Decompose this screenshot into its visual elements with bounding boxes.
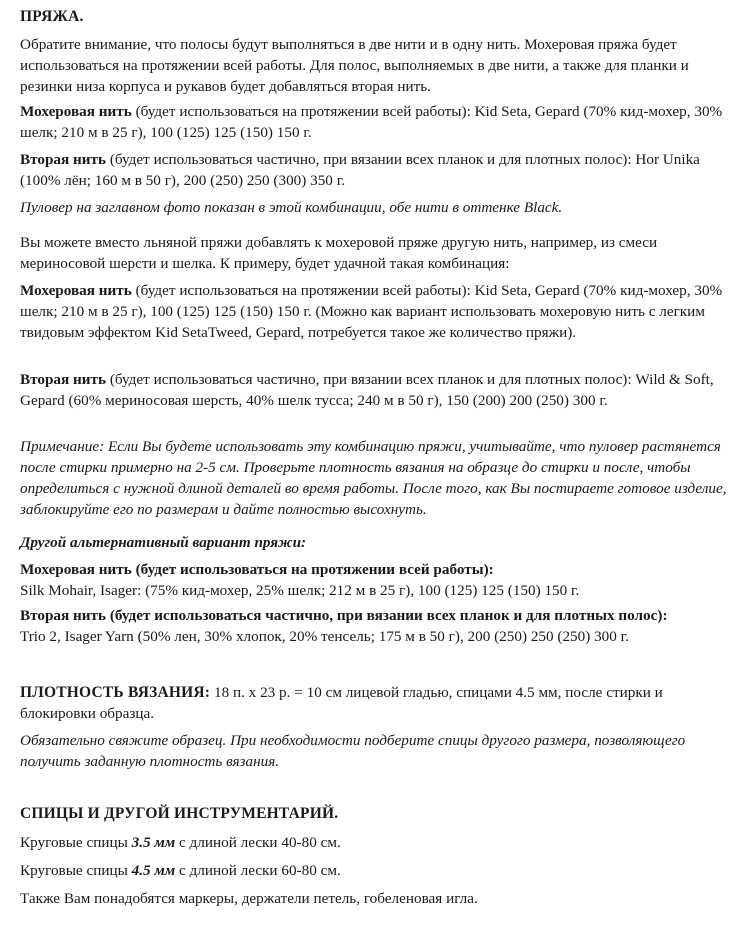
combo2-mohair (20, 280, 735, 343)
combo2-second (20, 369, 735, 411)
combo1-note: Пуловер на заглавном фото показан в этой комбинации, обе нити в оттенке Black. (20, 199, 563, 216)
alt-intro: Вы можете вместо льняной пряжи добавлять к мохеровой пряже другую нить, например, из смеси мериносовой шерсти и шелка. К примеру, будет удачной такая комбинация: (20, 234, 658, 272)
combo3-second (20, 605, 735, 647)
needles-line-2-post: с длиной лески 60-80 см. (175, 862, 341, 879)
gauge-label: ПЛОТНОСТЬ ВЯЗАНИЯ: (20, 684, 211, 701)
combo2-second-label: Вторая нить (20, 371, 107, 388)
combo1-second-label: Вторая нить (20, 151, 107, 168)
yarn-intro: Обратите внимание, что полосы будут выполняться в две нити и в одну нить. Мохеровая пряжа будет использоваться на протяжении всей работы. Для полос, выполняемых в две нити, а также для планки и резинки низа корпуса и рукавов будет добавляться вторая нить. (20, 36, 689, 95)
yarn-heading: ПРЯЖА. (20, 8, 84, 25)
combo1-mohair-text: (будет использоваться на протяжении всей работы): Kid Seta, Gepard (70% кид-мохер, 30% шелк; 210 м в 25 г), 100 (125) 125 (150) 150 г. (20, 103, 723, 141)
combo3-mohair-text: Silk Mohair, Isager: (75% кид-мохер, 25% шелк; 212 м в 25 г), 100 (125) 125 (150) 150 г. (20, 582, 580, 599)
combo3-heading: Другой альтернативный вариант пряжи: (20, 534, 307, 551)
combo1-second (20, 149, 735, 191)
combo2-mohair-text: (будет использоваться на протяжении всей работы): Kid Seta, Gepard (70% кид-мохер, 30% шелк; 210 м в 25 г), 100 (125) 125 (150) 150 г. (Можно как вариант использовать мохеровую нить с легким твидовым эффектом Kid SetaTweed, Gepard, потребуется такое же количество пряжи). (20, 282, 723, 341)
combo2-mohair-label: Мохеровая нить (20, 282, 132, 299)
combo3-second-label: Вторая нить (будет использоваться частично, при вязании всех планок и для плотных полос): (20, 607, 668, 624)
combo1-mohair (20, 101, 735, 143)
needles-heading: СПИЦЫ И ДРУГОЙ ИНСТРУМЕНТАРИЙ. (20, 805, 339, 822)
needles-line-2 (20, 860, 735, 881)
needles-size-4-5: 4.5 мм (131, 862, 176, 879)
combo2-note: Примечание: Если Вы будете использовать эту комбинацию пряжи, учитывайте, что пуловер растянется после стирки примерно на 2-5 см. Проверьте плотность вязания на образце до стирки и после, чтобы определиться с нужной длиной деталей во время работы. После того, как Вы постираете готовое изделие, заблокируйте его по размерам и дайте полностью высохнуть. (20, 438, 727, 518)
needles-line-1-pre: Круговые спицы (20, 834, 132, 851)
needles-line-1 (20, 832, 735, 853)
needles-line-2-pre: Круговые спицы (20, 862, 132, 879)
combo1-mohair-label: Мохеровая нить (20, 103, 132, 120)
combo3-mohair (20, 559, 735, 601)
combo3-mohair-label: Мохеровая нить (будет использоваться на протяжении всей работы): (20, 561, 494, 578)
gauge-paragraph (20, 682, 735, 724)
gauge-text: 18 п. х 23 р. = 10 см лицевой гладью, спицами 4.5 мм, после стирки и блокировки образца. (20, 684, 663, 722)
needles-size-3-5: 3.5 мм (131, 834, 176, 851)
combo3-second-text: Trio 2, Isager Yarn (50% лен, 30% хлопок, 20% тенсель; 175 м в 50 г), 200 (250) 250 (250) 300 г. (20, 628, 629, 645)
combo1-second-text: (будет использоваться частично, при вязании всех планок и для плотных полос): Hor Unika (100% лён; 160 м в 50 г), 200 (250) 250 (300) 350 г. (20, 151, 700, 189)
combo2-second-text: (будет использоваться частично, при вязании всех планок и для плотных полос): Wild & Soft, Gepard (60% мериносовая шерсть, 40% шелк тусса; 240 м в 50 г), 150 (200) 200 (250) 300 г. (20, 371, 714, 409)
needles-line-3: Также Вам понадобятся маркеры, держатели петель, гобеленовая игла. (20, 890, 478, 907)
needles-line-1-post: с длиной лески 40-80 см. (175, 834, 341, 851)
gauge-note: Обязательно свяжите образец. При необходимости подберите спицы другого размера, позволяющего получить заданную плотность вязания. (20, 732, 686, 770)
